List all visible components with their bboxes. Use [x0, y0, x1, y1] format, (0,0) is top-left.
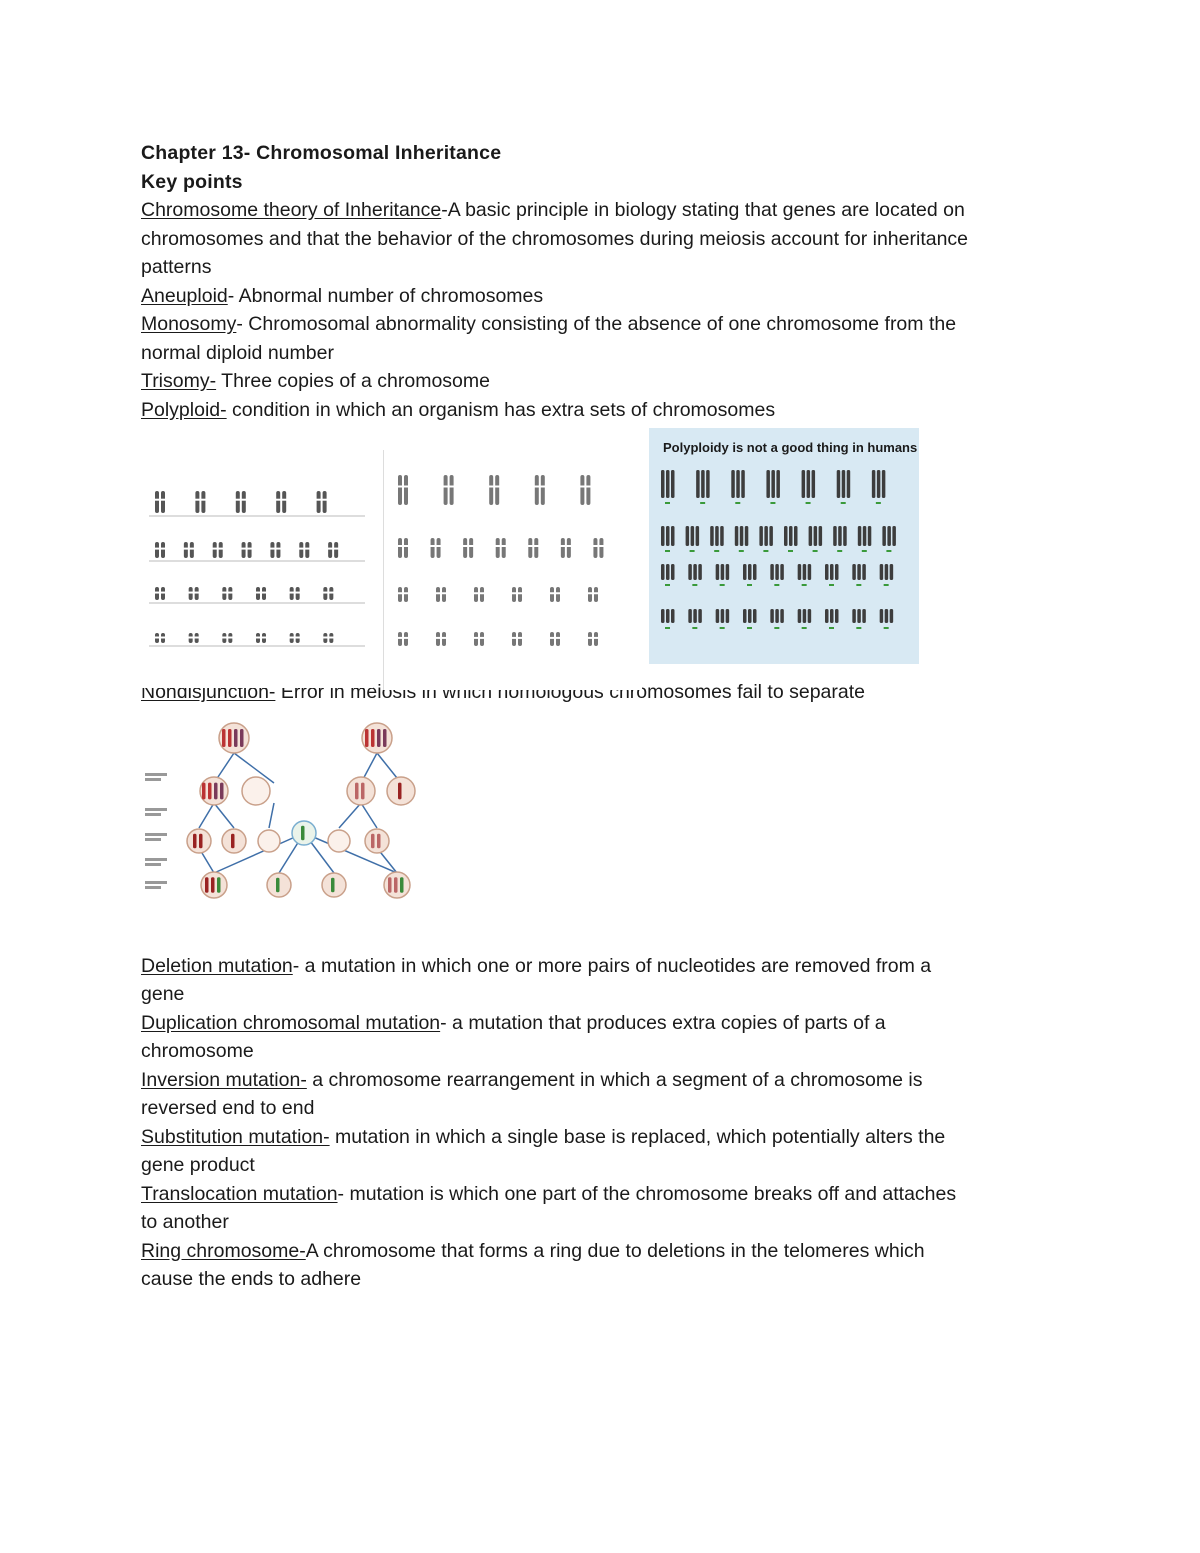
definitions-list — [141, 196, 1061, 424]
karyotype-image-right — [649, 428, 919, 664]
definition-text: patterns — [141, 256, 212, 278]
chromosome-pair — [511, 587, 523, 602]
diagram-row-label-placeholder — [145, 808, 167, 816]
chromosome-triplet — [880, 609, 894, 629]
definition-text: reversed end to end — [141, 1097, 315, 1119]
definition-term: Polyploid- — [141, 398, 227, 421]
definition-term: Deletion mutation — [141, 954, 293, 977]
diagram-row-label-placeholder — [145, 833, 167, 841]
diagram-row-label-placeholder — [145, 858, 167, 866]
chromosome-pair — [221, 587, 233, 600]
chromosome-pair — [188, 633, 200, 643]
definition-line — [141, 367, 1061, 396]
chromosome-pair — [298, 542, 310, 558]
chromosome-pair — [194, 491, 206, 513]
secondary-cell — [200, 777, 228, 805]
chromosome-pair — [560, 538, 572, 558]
chromosome-triplet — [688, 564, 702, 586]
chromosome-pair — [241, 542, 253, 558]
chromosome-triplet — [825, 609, 839, 629]
chromosome-pair — [183, 542, 195, 558]
chromosome-pair — [473, 632, 485, 646]
chromosome-triplet — [798, 564, 812, 586]
definition-line — [141, 282, 1061, 311]
definition-line — [141, 1066, 1061, 1095]
chromosome-pair — [462, 538, 474, 558]
gamete-cell — [187, 829, 211, 853]
definition-text: mutation in which a single base is replaced, which potentially alters the — [329, 1125, 946, 1148]
definition-text: - Abnormal number of chromosomes — [227, 284, 544, 307]
definition-line — [141, 396, 1061, 425]
gamete-cell — [258, 830, 280, 852]
definition-line — [141, 253, 1061, 282]
chromosome-pair — [397, 632, 409, 646]
definition-line — [141, 1180, 1061, 1209]
chromosome-triplet — [686, 526, 700, 552]
chromosome-triplet — [716, 564, 730, 586]
chromosome-pair — [443, 475, 455, 505]
monosomic-zygote — [322, 873, 346, 897]
definition-line — [141, 196, 1061, 225]
definition-term: Aneuploid — [141, 284, 228, 307]
chromosome-pair — [275, 491, 287, 513]
chromosome-triplet — [661, 470, 675, 504]
definition-text: cause the ends to adhere — [141, 1268, 362, 1290]
definition-line — [141, 1151, 1061, 1180]
definition-term: Chromosome theory of Inheritance — [141, 199, 442, 221]
chromosome-triplet — [809, 526, 823, 552]
chromosome-pair — [549, 632, 561, 646]
chromosome-triplet — [825, 564, 839, 586]
definition-term: Monosomy — [141, 313, 237, 335]
trisomic-zygote — [201, 872, 227, 898]
chromosome-triplet — [858, 526, 872, 552]
chromosome-pair — [269, 542, 281, 558]
chromosome-pair — [235, 491, 247, 513]
chromosome-triplet — [872, 470, 886, 504]
definition-line — [141, 1237, 1061, 1266]
chromosome-pair — [327, 542, 339, 558]
chromosome-triplet — [770, 564, 784, 586]
chromosome-pair — [430, 538, 442, 558]
chromosome-pair — [435, 632, 447, 646]
chromosome-triplet — [661, 564, 675, 586]
chromosome-pair — [587, 632, 599, 646]
diagram-arrow — [361, 803, 377, 828]
diagram-row-label-placeholder — [145, 773, 167, 781]
page-title: Chapter 13- Chromosomal Inheritance — [141, 142, 502, 164]
chromosome-triplet — [759, 526, 773, 552]
chromosome-pair — [495, 538, 507, 558]
chromosome-pair — [534, 475, 546, 505]
chromosome-triplet — [735, 526, 749, 552]
parent-cell — [219, 723, 249, 753]
definition-text: chromosomes and that the behavior of the chromosomes during meiosis account for inheritance — [141, 227, 969, 250]
chromosome-pair — [322, 587, 334, 600]
gamete-cell — [222, 829, 246, 853]
definition-line — [141, 1123, 1061, 1152]
karyotype-image-middle — [383, 450, 642, 690]
gamete-cell — [365, 829, 389, 853]
karyotype-image-left — [141, 468, 373, 688]
definition-text: - a mutation in which one or more pairs of nucleotides are removed from a — [292, 954, 932, 977]
karyotype-caption: Polyploidy is not a good thing in humans — [663, 440, 918, 455]
chromosome-pair — [255, 633, 267, 643]
chromosome-pair — [488, 475, 500, 505]
chromosome-triplet — [770, 609, 784, 629]
secondary-cell — [347, 777, 375, 805]
definition-line — [141, 1208, 1061, 1237]
chromosome-pair — [397, 587, 409, 602]
monosomic-zygote — [267, 873, 291, 897]
definition-line — [141, 339, 1061, 368]
parent-cell — [362, 723, 392, 753]
definition-term: Nondisjunction- — [141, 681, 276, 703]
chromosome-pair — [511, 632, 523, 646]
definition-line — [141, 952, 1061, 981]
chromosome-pair — [289, 587, 301, 600]
sperm-cell — [292, 821, 316, 845]
chromosome-triplet — [766, 470, 780, 504]
definition-text: normal diploid number — [141, 341, 334, 364]
mutations-list — [141, 952, 1061, 1294]
chromosome-triplet — [802, 470, 816, 504]
definition-text: A chromosome that forms a ring due to deletions in the telomeres which — [305, 1239, 925, 1262]
chromosome-triplet — [833, 526, 847, 552]
chromosome-pair — [221, 633, 233, 643]
chromosome-triplet — [837, 470, 851, 504]
definition-text: gene product — [141, 1154, 255, 1176]
secondary-cell — [242, 777, 270, 805]
definition-text: Error in meiosis in which homologous chromosomes fail to separate — [275, 681, 865, 703]
definition-term: Translocation mutation — [141, 1182, 338, 1205]
document-body — [141, 139, 1061, 1294]
chromosome-pair — [473, 587, 485, 602]
definition-line — [141, 1037, 1061, 1066]
trisomic-zygote — [384, 872, 410, 898]
nondisjunction-diagram — [139, 713, 419, 941]
chromosome-triplet — [784, 526, 798, 552]
definition-line — [141, 1265, 1061, 1294]
definition-line — [141, 1009, 1061, 1038]
chromosome-triplet — [661, 526, 675, 552]
chromosome-triplet — [882, 526, 896, 552]
secondary-cell — [387, 777, 415, 805]
diagram-arrow — [214, 803, 234, 828]
definition-text: -A basic principle in biology stating that genes are located on — [441, 199, 965, 221]
chromosome-pair — [549, 587, 561, 602]
chromosome-triplet — [696, 470, 710, 504]
chromosome-triplet — [661, 609, 675, 629]
chromosome-triplet — [880, 564, 894, 586]
chromosome-triplet — [852, 609, 866, 629]
chromosome-pair — [397, 538, 409, 558]
definition-text: to another — [141, 1211, 229, 1233]
chromosome-pair — [154, 587, 166, 600]
chromosome-triplet — [716, 609, 730, 629]
definition-line — [141, 225, 1061, 254]
chromosome-triplet — [743, 564, 757, 586]
definition-text: chromosome — [141, 1040, 254, 1062]
chromosome-pair — [212, 542, 224, 558]
definition-line — [141, 310, 1061, 339]
diagram-arrow — [339, 803, 361, 828]
chromosome-pair — [316, 491, 328, 513]
diagram-arrow — [269, 803, 274, 828]
definition-text: condition in which an organism has extra sets of chromosomes — [226, 398, 776, 421]
definition-term: Ring chromosome- — [141, 1239, 306, 1262]
chromosome-triplet — [688, 609, 702, 629]
section-heading: Key points — [141, 170, 243, 193]
chromosome-pair — [322, 633, 334, 643]
chromosome-pair — [255, 587, 267, 600]
chromosome-pair — [587, 587, 599, 602]
chromosome-pair — [289, 633, 301, 643]
chromosome-pair — [579, 475, 591, 505]
definition-text: - Chromosomal abnormality consisting of the absence of one chromosome from the — [236, 313, 957, 335]
chromosome-pair — [188, 587, 200, 600]
definition-text: gene — [141, 983, 185, 1005]
definition-text: - a mutation that produces extra copies of parts of a — [440, 1011, 886, 1034]
chromosome-triplet — [743, 609, 757, 629]
definition-term: Trisomy- — [141, 370, 217, 392]
chromosome-pair — [154, 542, 166, 558]
chromosome-triplet — [731, 470, 745, 504]
definition-term: Inversion mutation- — [141, 1068, 307, 1091]
chromosome-pair — [397, 475, 409, 505]
definition-text: Three copies of a chromosome — [216, 370, 490, 392]
chromosome-pair — [154, 633, 166, 643]
chromosome-triplet — [852, 564, 866, 586]
chromosome-triplet — [710, 526, 724, 552]
chromosome-pair — [592, 538, 604, 558]
definition-line — [141, 980, 1061, 1009]
karyotype-figures — [141, 428, 1061, 678]
definition-line — [141, 1094, 1061, 1123]
chromosome-pair — [154, 491, 166, 513]
chromosome-pair — [527, 538, 539, 558]
definition-term: Substitution mutation- — [141, 1125, 330, 1148]
chromosome-triplet — [798, 609, 812, 629]
definition-text: a chromosome rearrangement in which a segment of a chromosome is — [306, 1068, 923, 1091]
diagram-arrow — [199, 803, 214, 828]
definition-term: Duplication chromosomal mutation — [141, 1011, 441, 1034]
diagram-row-label-placeholder — [145, 881, 167, 889]
definition-text: - mutation is which one part of the chromosome breaks off and attaches — [337, 1182, 957, 1205]
chromosome-pair — [435, 587, 447, 602]
gamete-cell — [328, 830, 350, 852]
